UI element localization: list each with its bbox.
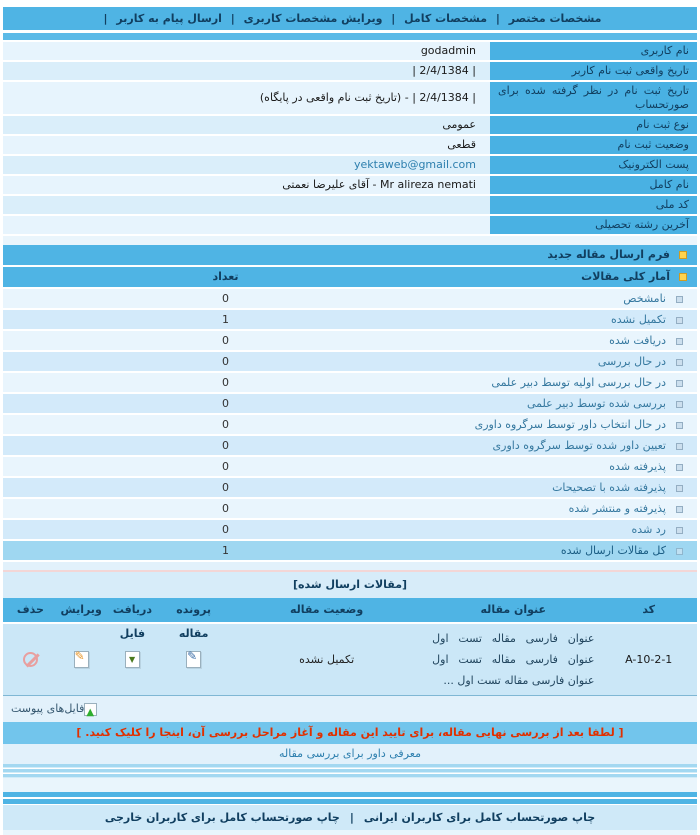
article-file-icon[interactable] xyxy=(186,651,201,668)
confirm-notice-band xyxy=(3,722,697,744)
profile-table xyxy=(3,42,697,234)
yellow-bullet-icon xyxy=(679,251,687,259)
toolbar-link[interactable]: مشخصات کامل xyxy=(404,12,488,25)
profile-row-value: قطعی xyxy=(3,136,490,154)
bottom-fill xyxy=(3,830,697,835)
stripe-band xyxy=(3,792,697,805)
profile-label-text: نوع ثبت نام xyxy=(636,118,689,131)
stats-row-count: 0 xyxy=(222,292,229,305)
profile-row xyxy=(3,62,697,80)
stats-row-count: 0 xyxy=(222,334,229,347)
square-bullet-icon xyxy=(676,506,683,513)
new-article-form-link[interactable]: فرم ارسال مقاله جدید xyxy=(547,248,670,261)
article-delete-cell xyxy=(3,624,58,695)
stats-row-count: 0 xyxy=(222,355,229,368)
stats-row-label[interactable]: در حال بررسی xyxy=(597,355,666,368)
stats-row-count: 0 xyxy=(222,460,229,473)
stats-row-label[interactable]: در حال انتخاب داور توسط سرگروه داوری xyxy=(474,418,666,431)
stats-row-count: 1 xyxy=(222,313,229,326)
profile-row-label xyxy=(490,136,697,154)
square-bullet-icon xyxy=(676,443,683,450)
stats-row-label[interactable]: پذیرفته شده xyxy=(609,460,666,473)
stats-row xyxy=(3,520,697,539)
print-invoice-link[interactable]: چاپ صورتحساب کامل برای کاربران خارجی xyxy=(104,811,340,824)
stats-total-label: کل مقالات ارسال شده xyxy=(560,544,666,557)
sent-articles-title: [مقالات ارسال شده] xyxy=(3,572,697,598)
down-arrow-glyph: ▼ xyxy=(128,655,136,664)
profile-row-value xyxy=(3,216,490,234)
stats-table xyxy=(3,289,697,539)
sent-articles-table xyxy=(3,598,697,696)
square-bullet-icon xyxy=(676,317,683,324)
stats-row-count: 0 xyxy=(222,523,229,536)
attach-upload-icon xyxy=(84,703,97,716)
delete-prohibition-icon[interactable] xyxy=(23,652,38,667)
column-header: عنوان مقاله xyxy=(480,603,547,616)
toolbar-separator: | xyxy=(492,12,504,25)
column-header: کد xyxy=(642,603,656,616)
attachments-row xyxy=(3,696,697,722)
square-bullet-icon xyxy=(676,401,683,408)
stats-row xyxy=(3,394,697,413)
column-header: حذف xyxy=(16,603,44,616)
stats-row-count: 0 xyxy=(222,397,229,410)
new-article-form-header xyxy=(3,245,697,265)
profile-row-value: | 2/4/1384 | - (تاریخ ثبت نام واقعی در پایگاه) xyxy=(3,82,490,114)
stats-row xyxy=(3,352,697,371)
stats-row-count: 0 xyxy=(222,481,229,494)
stats-row xyxy=(3,331,697,350)
footer-separator: | xyxy=(349,811,354,824)
toolbar-link[interactable]: مشخصات مختصر xyxy=(508,12,602,25)
stats-row-count: 0 xyxy=(222,439,229,452)
yellow-bullet-icon xyxy=(679,273,687,281)
stats-row xyxy=(3,289,697,308)
stats-row xyxy=(3,499,697,518)
toolbar-link[interactable]: ویرایش مشخصات کاربری xyxy=(243,12,383,25)
profile-row-label xyxy=(490,42,697,60)
article-status: تکمیل نشده xyxy=(299,653,355,666)
sent-articles-table-row xyxy=(3,624,697,696)
section-gap xyxy=(3,778,697,792)
stats-row-label[interactable]: تعیین داور شده توسط سرگروه داوری xyxy=(492,439,666,452)
pencil-glyph: ✎ xyxy=(74,649,85,663)
stats-row-count: 0 xyxy=(222,418,229,431)
print-invoice-link[interactable]: چاپ صورتحساب کامل برای کاربران ایرانی xyxy=(363,811,596,824)
stats-row xyxy=(3,457,697,476)
attachments-link[interactable]: ▲ فایل‌های پیوست xyxy=(11,702,102,715)
stats-row-label[interactable]: پذیرفته شده با تصحیحات xyxy=(552,481,666,494)
article-edit-cell xyxy=(58,624,105,695)
profile-row-label xyxy=(490,62,697,80)
section-gap xyxy=(3,562,697,570)
profile-label-text: نام کامل xyxy=(649,178,689,191)
stats-row xyxy=(3,415,697,434)
profile-label-text: پست الکترونیک xyxy=(618,158,689,171)
pen-glyph: ✎ xyxy=(187,649,198,663)
profile-row-value xyxy=(3,196,490,214)
profile-row xyxy=(3,116,697,134)
stats-header xyxy=(3,267,697,287)
toolbar-link[interactable]: ارسال پیام به کاربر xyxy=(116,12,222,25)
square-bullet-icon xyxy=(676,380,683,387)
profile-row xyxy=(3,196,697,214)
profile-label-text: تاریخ ثبت نام در نظر گرفته شده برای صورتحساب xyxy=(498,84,689,111)
profile-row-value: عمومی xyxy=(3,116,490,134)
article-code: A-10-2-1 xyxy=(625,653,673,666)
table-top-bar xyxy=(3,33,697,40)
toolbar-separator: | xyxy=(226,12,239,25)
profile-row xyxy=(3,176,697,194)
stats-row xyxy=(3,310,697,329)
column-header: ویرایش xyxy=(60,603,102,616)
stats-row-label[interactable]: در حال بررسی اولیه توسط دبیر علمی xyxy=(491,376,666,389)
stats-row-label[interactable]: پذیرفته و منتشر شده xyxy=(568,502,666,515)
profile-row-label xyxy=(490,216,697,234)
square-bullet-icon xyxy=(676,422,683,429)
stats-row-count: 0 xyxy=(222,502,229,515)
profile-row-value: | 2/4/1384 | xyxy=(3,62,490,80)
profile-row-label xyxy=(490,176,697,194)
profile-row xyxy=(3,136,697,154)
profile-label-text: وضعیت ثبت نام xyxy=(617,138,689,151)
stats-total-row xyxy=(3,541,697,560)
article-title-cell xyxy=(426,624,600,695)
stripe-band xyxy=(3,764,697,778)
profile-row-label xyxy=(490,116,697,134)
square-bullet-icon xyxy=(676,548,683,555)
article-download-cell xyxy=(105,624,161,695)
stats-row xyxy=(3,478,697,497)
article-file-cell xyxy=(160,624,227,695)
square-bullet-icon xyxy=(676,464,683,471)
profile-label-text: نام کاربری xyxy=(640,44,689,57)
confirm-article-link[interactable]: [ لطفا بعد از بررسی نهایی مقاله، برای تایید این مقاله و آغاز مراحل بررسی آن، اینجا را کلیک کنید. ] xyxy=(76,726,624,739)
stats-title: آمار کلی مقالات xyxy=(581,270,670,283)
top-toolbar xyxy=(3,7,697,30)
stats-row-label[interactable]: نامشخص xyxy=(623,292,666,305)
square-bullet-icon xyxy=(676,338,683,345)
profile-label-text: آخرین رشته تحصیلی xyxy=(595,218,689,231)
stats-row-label[interactable]: دریافت شده xyxy=(609,334,666,347)
toolbar-separator: | xyxy=(387,12,400,25)
profile-row-label xyxy=(490,196,697,214)
stats-row-label[interactable]: بررسی شده توسط دبیر علمی xyxy=(526,397,666,410)
column-header: پرونده مقاله xyxy=(176,603,212,640)
profile-label-text: تاریخ واقعی ثبت نام کاربر xyxy=(571,64,689,77)
profile-row-label xyxy=(490,82,697,114)
profile-row-value[interactable]: yektaweb@gmail.com xyxy=(3,156,490,174)
stats-row-count: 0 xyxy=(222,376,229,389)
square-bullet-icon xyxy=(676,527,683,534)
square-bullet-icon xyxy=(676,485,683,492)
stats-count-header: تعداد xyxy=(212,270,239,283)
profile-row xyxy=(3,216,697,234)
stats-row xyxy=(3,436,697,455)
referee-row xyxy=(3,744,697,764)
stats-row-label[interactable]: رد شده xyxy=(631,523,666,536)
column-header: وضعیت مقاله xyxy=(289,603,364,616)
profile-row-value: Mr alireza nemati - آقای علیرضا نعمتی xyxy=(3,176,490,194)
stats-total-count: 1 xyxy=(222,544,229,557)
toolbar-separator: | xyxy=(103,12,112,25)
square-bullet-icon xyxy=(676,359,683,366)
section-gap xyxy=(3,236,697,245)
profile-row-value: godadmin xyxy=(3,42,490,60)
profile-row-label xyxy=(490,156,697,174)
profile-row xyxy=(3,82,697,114)
column-header: دریافت فایل xyxy=(112,603,152,640)
profile-label-text: کد ملی xyxy=(655,198,689,211)
up-arrow-glyph: ▲ xyxy=(86,706,95,718)
footer-bar xyxy=(3,805,697,830)
profile-row xyxy=(3,42,697,60)
square-bullet-icon xyxy=(676,296,683,303)
article-title: عنوان فارسی مقاله تست اول عنوان فارسی مقاله تست اول عنوان فارسی مقاله تست اول ... xyxy=(432,632,595,687)
profile-row xyxy=(3,156,697,174)
sent-articles-table-header xyxy=(3,598,697,640)
stats-row xyxy=(3,373,697,392)
referee-intro-link[interactable]: معرفی داور برای بررسی مقاله xyxy=(279,747,421,760)
stats-row-label[interactable]: تکمیل نشده xyxy=(610,313,666,326)
download-file-icon[interactable] xyxy=(125,651,140,668)
edit-pencil-icon[interactable] xyxy=(74,651,89,668)
